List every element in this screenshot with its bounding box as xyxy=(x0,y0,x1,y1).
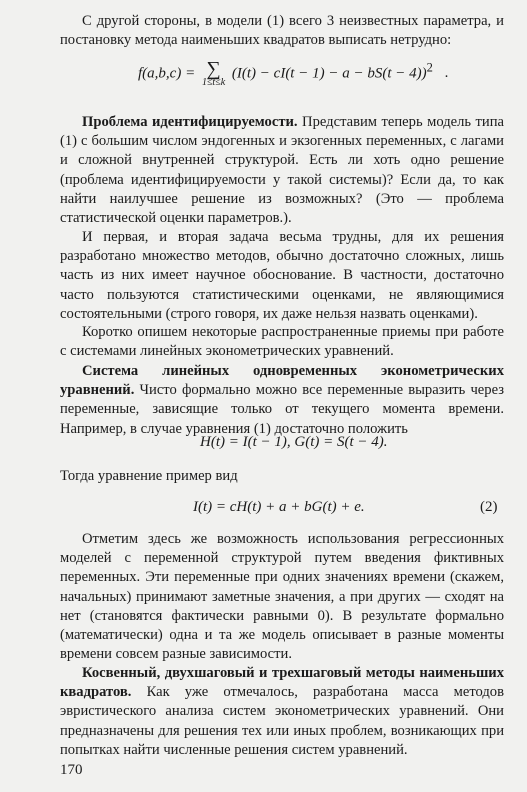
paragraph-least-squares-methods xyxy=(60,664,504,760)
sum-operator xyxy=(202,60,225,88)
paragraph-regression: Отметим здесь же возможность использования регрессионных моделей с переменной структурой путем введения фиктивных переменных. Эти переменные при одних значениях времени (скажем, начальных) принимают заметные значения, а при других — сходят на нет (становятся фактически равными 0). В результате формально (математически) одна и та же модель описывает в разные моменты времени совсем разные зависимости. xyxy=(60,531,504,663)
formula-rhs: (I(t) − cI(t − 1) − a − bS(t − 4)) xyxy=(231,65,427,82)
paragraph-identifiability xyxy=(60,113,504,228)
formula-substitution: H(t) = I(t − 1), G(t) = S(t − 4). xyxy=(200,434,388,450)
paragraph-identifiability-text: Представим теперь модель типа (1) с большим числом эндогенных и экзогенных переменных, с лагами и сложной внутренней структурой. Есть ли хоть одно решение (проблема идентифицируемости у такой системы)? Если да, то как найти наилучшее решение из возможных? (Это — проблема статистической оценки параметров.). xyxy=(60,114,504,227)
paragraph-simultaneous xyxy=(60,362,504,439)
heading-least-squares-methods: Косвенный, двухшаговый и трехшаговый методы наименьших квадратов. xyxy=(60,665,504,701)
heading-identifiability: Проблема идентифицируемости. xyxy=(82,114,298,130)
page-number: 170 xyxy=(60,762,83,778)
paragraph-techniques: Коротко опишем некоторые распространенные приемы при работе с системами линейных эконометрических уравнений. xyxy=(60,324,504,360)
heading-simultaneous: Система линейных одновременных эконометрических уравнений. xyxy=(60,363,504,399)
paragraph-then: Тогда уравнение пример вид xyxy=(60,468,238,484)
paragraph-difficulty: И первая, и вторая задача весьма трудны, для их решения разработано множество методов, обычно достаточно сложных, лишь часть из них имеет научное обоснование. В частности, достаточно часто пользуются статистическими оценками, не являющимися состоятельными (строго говоря, их даже нельзя назвать оценками). xyxy=(60,229,504,322)
paragraph-intro: С другой стороны, в модели (1) всего 3 неизвестных параметра, и постановку метода наименьших квадратов выписать нетрудно: xyxy=(60,13,504,49)
formula-period: . xyxy=(444,65,449,82)
paragraph-simultaneous-text: Чисто формально можно все переменные выразить через переменные, зависящие только от текущего момента времени. Например, в случае уравнения (1) достаточно положить xyxy=(60,382,504,437)
sum-limits: 1≤t≤k xyxy=(201,77,226,88)
equation-number: (2) xyxy=(480,499,498,515)
formula-exponent: 2 xyxy=(426,60,433,75)
formula-least-squares xyxy=(138,60,448,88)
paragraph-least-squares-text: Как уже отмечалось, разработана масса методов эвристического анализа систем эконометрических уравнений. Они предназначены для решения тех или иных проблем, возникающих при попытках найти численные решения систем уравнений. xyxy=(60,684,504,758)
formula-equation-2: I(t) = cH(t) + a + bG(t) + e. xyxy=(193,499,365,515)
formula-lhs: f(a,b,c) = xyxy=(138,65,196,82)
sum-sign: ∑ xyxy=(206,58,221,80)
